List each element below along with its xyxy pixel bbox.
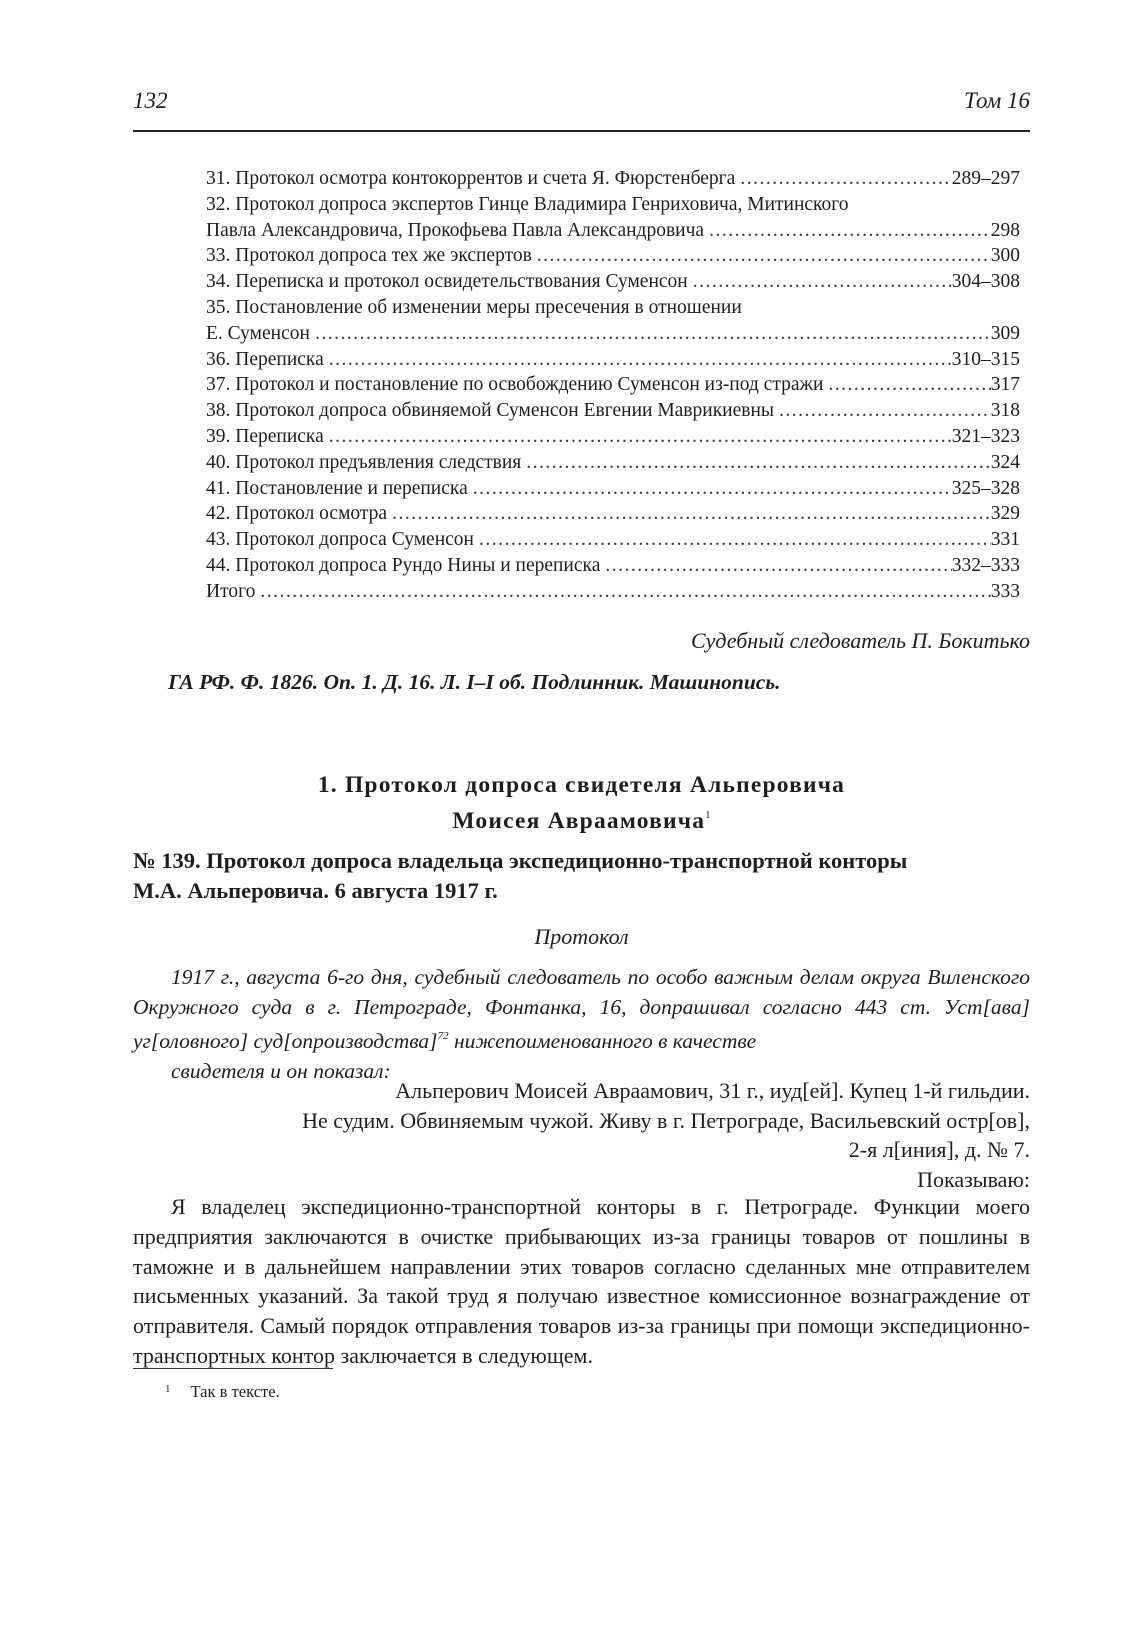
investigator-signature: Судебный следователь П. Бокитько (691, 628, 1030, 653)
toc-entry (206, 243, 1020, 269)
toc-entry (206, 269, 1020, 295)
toc-page: 309 (990, 322, 1020, 344)
toc-label: 34. Переписка и протокол освидетельствования Суменсон (206, 271, 688, 293)
toc-label: 36. Переписка (206, 348, 324, 370)
toc-leader (532, 243, 991, 269)
section-title (133, 770, 1030, 836)
toc-label: 42. Протокол осмотра (206, 503, 388, 525)
toc-entry (206, 218, 1020, 244)
toc-label: 32. Протокол допроса экспертов Гинце Владимира Генриховича, Митинского (206, 193, 849, 215)
testimony-body: Я владелец экспедиционно-транспортной конторы в г. Петрограде. Функции моего предприятия заключаются в очистке прибывающих из-за границы товаров от пошлины в таможне и в дальнейшем направлении этих товаров согласно сделанных мне отправителем письменных указаний. За такой труд я получаю известное комиссионное вознаграждение от отправителя. Самый порядок отправления товаров из-за границы при помощи экспедиционно-транспортных контор заключается в следующем. (133, 1194, 1030, 1368)
page-number: 132 (133, 88, 168, 113)
toc-leader (387, 501, 991, 527)
footnote-rule (133, 1368, 333, 1369)
toc-leader (324, 424, 952, 450)
toc-label: 31. Протокол осмотра контокоррентов и счета Я. Фюрстенберга (206, 168, 736, 189)
endnote-ref: 72 (437, 1030, 449, 1042)
document-title-line1: № 139. Протокол допроса владельца экспедиционно-транспортной конторы (133, 848, 908, 873)
toc-entry (206, 295, 1020, 321)
witness-line: Показываю: (917, 1166, 1030, 1192)
toc-page: 321–323 (951, 425, 1020, 447)
toc-entry (206, 166, 1020, 192)
toc-entry (206, 579, 1020, 605)
toc-label: 35. Постановление об изменении меры пресечения в отношении (206, 296, 742, 318)
toc-page: 300 (990, 245, 1020, 267)
toc-leader (474, 527, 991, 553)
toc-label: 39. Переписка (206, 425, 324, 447)
toc-page: 325–328 (951, 477, 1020, 499)
toc-page: 304–308 (951, 271, 1020, 293)
toc-leader (774, 398, 991, 424)
toc-label: Е. Суменсон (206, 322, 310, 344)
toc-leader (310, 321, 991, 347)
toc-leader (324, 347, 952, 373)
toc-leader (704, 218, 991, 244)
header-rule (133, 130, 1030, 132)
toc-page: 318 (990, 400, 1020, 422)
preamble-text: 1917 г., августа 6-го дня, судебный следователь по особо важным делам округа Виленского Окружного суда в г. Петрограде, Фонтанка, 16, допрашивал согласно 443 ст. Уст[ава] уг[оловного] суд[опроизводства] (133, 965, 1030, 1053)
toc-entry (206, 398, 1020, 424)
toc-entry (206, 321, 1020, 347)
toc-entry (206, 527, 1020, 553)
toc-page: 331 (990, 529, 1020, 551)
witness-line: Не судим. Обвиняемым чужой. Живу в г. Петрограде, Васильевский остр[ов], (302, 1107, 1030, 1133)
toc-page: 333 (990, 580, 1020, 602)
section-title-line2-text: Моисея Авраамовича (452, 808, 706, 834)
toc-label: 33. Протокол допроса тех же экспертов (206, 245, 532, 267)
preamble-text-cont: нижепоименованного в качестве (448, 1029, 757, 1053)
toc-entry (206, 501, 1020, 527)
toc-leader (600, 553, 951, 579)
toc-entry (206, 476, 1020, 502)
toc-page: 317 (990, 374, 1020, 396)
toc-page: 298 (990, 219, 1020, 241)
toc-entry (206, 424, 1020, 450)
footnote (165, 1382, 280, 1402)
toc-leader (521, 450, 990, 476)
toc-entry (206, 553, 1020, 579)
document-title (133, 846, 1033, 906)
footnote-ref: 1 (705, 809, 711, 821)
preamble-last-line: свидетеля и он показал: (171, 1058, 391, 1083)
toc-leader (255, 579, 990, 605)
footnote-mark: 1 (165, 1383, 171, 1395)
toc-label: 44. Протокол допроса Рундо Нины и переписка (206, 554, 601, 576)
footnote-text: Так в тексте. (190, 1382, 280, 1401)
toc-label: Павла Александровича, Прокофьева Павла Александровича (206, 219, 705, 241)
toc-label: 40. Протокол предъявления следствия (206, 451, 522, 473)
protocol-preamble (133, 963, 1030, 1086)
toc-label: 37. Протокол и постановление по освобождению Суменсон из-под стражи (206, 374, 824, 396)
toc-page: 289–297 (951, 168, 1020, 189)
toc-page: 329 (990, 503, 1020, 525)
table-of-contents (206, 166, 1020, 605)
toc-leader (688, 269, 952, 295)
toc-page: 332–333 (951, 554, 1020, 576)
toc-entry (206, 192, 1020, 218)
document-type: Протокол (534, 924, 629, 949)
toc-label: Итого (206, 580, 256, 602)
toc-leader (468, 476, 952, 502)
toc-label: 41. Постановление и переписка (206, 477, 468, 499)
toc-page: 324 (990, 451, 1020, 473)
toc-leader (735, 166, 951, 192)
toc-entry (206, 347, 1020, 373)
witness-details (133, 1076, 1030, 1194)
section-title-line2 (133, 800, 1030, 836)
volume-label: Том 16 (963, 88, 1030, 113)
witness-line: 2-я л[иния], д. № 7. (848, 1137, 1030, 1162)
toc-label: 43. Протокол допроса Суменсон (206, 529, 474, 551)
toc-label: 38. Протокол допроса обвиняемой Суменсон Евгении Маврикиевны (206, 400, 775, 422)
toc-entry (206, 372, 1020, 398)
document-title-line2: М.А. Альперовича. 6 августа 1917 г. (133, 878, 498, 903)
toc-page: 310–315 (951, 348, 1020, 370)
toc-leader (823, 372, 990, 398)
section-title-line1: 1. Протокол допроса свидетеля Альперовича (317, 772, 846, 798)
toc-entry (206, 450, 1020, 476)
witness-line: Альперович Моисей Авраамович, 31 г., иуд[ей]. Купец 1-й гильдии. (395, 1078, 1030, 1103)
archive-reference: ГА РФ. Ф. 1826. Оп. 1. Д. 16. Л. I–I об. Подлинник. Машинопись. (168, 670, 781, 694)
